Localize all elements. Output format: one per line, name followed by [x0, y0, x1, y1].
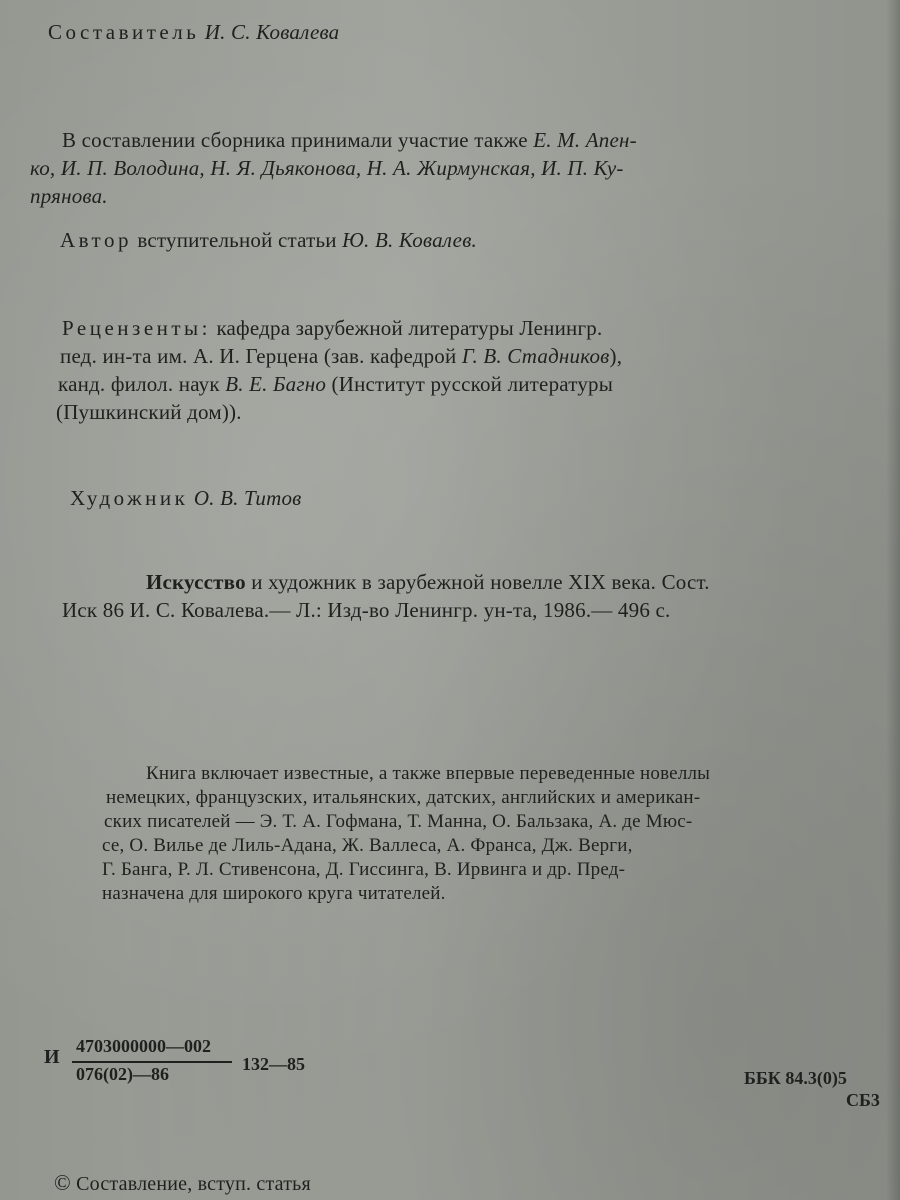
reviewers-line-2-end: ), — [609, 344, 623, 368]
annotation-line: назначена для широкого круга читателей. — [102, 883, 446, 904]
participants-line-3: прянова. — [30, 184, 108, 208]
participants-line-1 — [62, 130, 637, 151]
annotation-line: Г. Банга, Р. Л. Стивенсона, Д. Гиссинга, В. Ирвинга и др. Пред- — [102, 859, 626, 880]
index-code: 132—85 — [242, 1054, 305, 1074]
index-numerator: 4703000000—002 — [76, 1036, 211, 1056]
artist-credit — [70, 488, 301, 509]
index-fraction-rule — [72, 1061, 232, 1063]
artist-label: Художник — [70, 486, 189, 510]
index-denominator: 076(02)—86 — [76, 1064, 169, 1084]
author-label: Автор — [60, 228, 132, 252]
bibliography-title: Искусство — [146, 570, 246, 594]
reviewers-line-2 — [60, 346, 622, 367]
annotation-line: Книга включает известные, а также впервые переведенные новеллы — [146, 763, 711, 784]
index-letter: И — [44, 1046, 60, 1068]
reviewers-line-4: (Пушкинский дом)). — [56, 400, 242, 424]
copyright-line — [54, 1172, 311, 1194]
bbk-subcode: СБ3 — [846, 1090, 880, 1110]
reviewers-line-3-end: (Институт русской литературы — [326, 372, 614, 396]
author-name: Ю. В. Ковалев. — [342, 228, 477, 252]
bbk-code: ББК 84.3(0)5 — [744, 1068, 847, 1088]
bibliography-line-1-rest: и художник в зарубежной новелле XIX века. Сост. — [245, 570, 710, 594]
author-text: вступительной статьи — [131, 228, 343, 252]
compiler-name: И. С. Ковалева — [204, 20, 340, 44]
artist-name: О. В. Титов — [193, 486, 302, 510]
copyright-text: Составление, вступ. статья — [70, 1173, 311, 1195]
annotation-line: немецких, французских, итальянских, датских, английских и американ- — [106, 787, 701, 808]
reviewers-label: Рецензенты: — [62, 316, 211, 340]
participants-line-2: ко, И. П. Володина, Н. Я. Дьяконова, Н. А. Жирмунская, И. П. Ку- — [30, 156, 624, 180]
author-credit — [60, 230, 477, 251]
reviewers-line-2-name: Г. В. Стадников — [461, 344, 610, 368]
compiler-label: Составитель — [48, 20, 200, 44]
copyright-icon: © — [54, 1170, 71, 1195]
reviewers-line-2-text: пед. ин-та им. А. И. Герцена (зав. кафедрой — [60, 344, 462, 368]
reviewers-line-3 — [58, 374, 613, 395]
participants-text: В составлении сборника принимали участие также — [62, 128, 534, 152]
compiler-credit — [48, 22, 339, 43]
reviewers-line-1 — [62, 318, 602, 339]
annotation-line: се, О. Вилье де Лиль-Адана, Ж. Валлеса, А. Франса, Дж. Верги, — [102, 835, 633, 856]
bibliography-line-2: Иск 86 И. С. Ковалева.— Л.: Изд-во Ленингр. ун-та, 1986.— 496 с. — [62, 598, 671, 622]
reviewers-line-3-text: канд. филол. наук — [58, 372, 226, 396]
participants-names-start: Е. М. Апен- — [533, 128, 637, 152]
annotation-line: ских писателей — Э. Т. А. Гофмана, Т. Манна, О. Бальзака, А. де Мюс- — [104, 811, 693, 832]
page-edge-shadow — [886, 0, 900, 1200]
bibliography-line-1 — [146, 572, 710, 593]
reviewers-line-1-text: кафедра зарубежной литературы Ленингр. — [211, 316, 603, 340]
reviewers-line-3-name: В. Е. Багно — [225, 372, 327, 396]
